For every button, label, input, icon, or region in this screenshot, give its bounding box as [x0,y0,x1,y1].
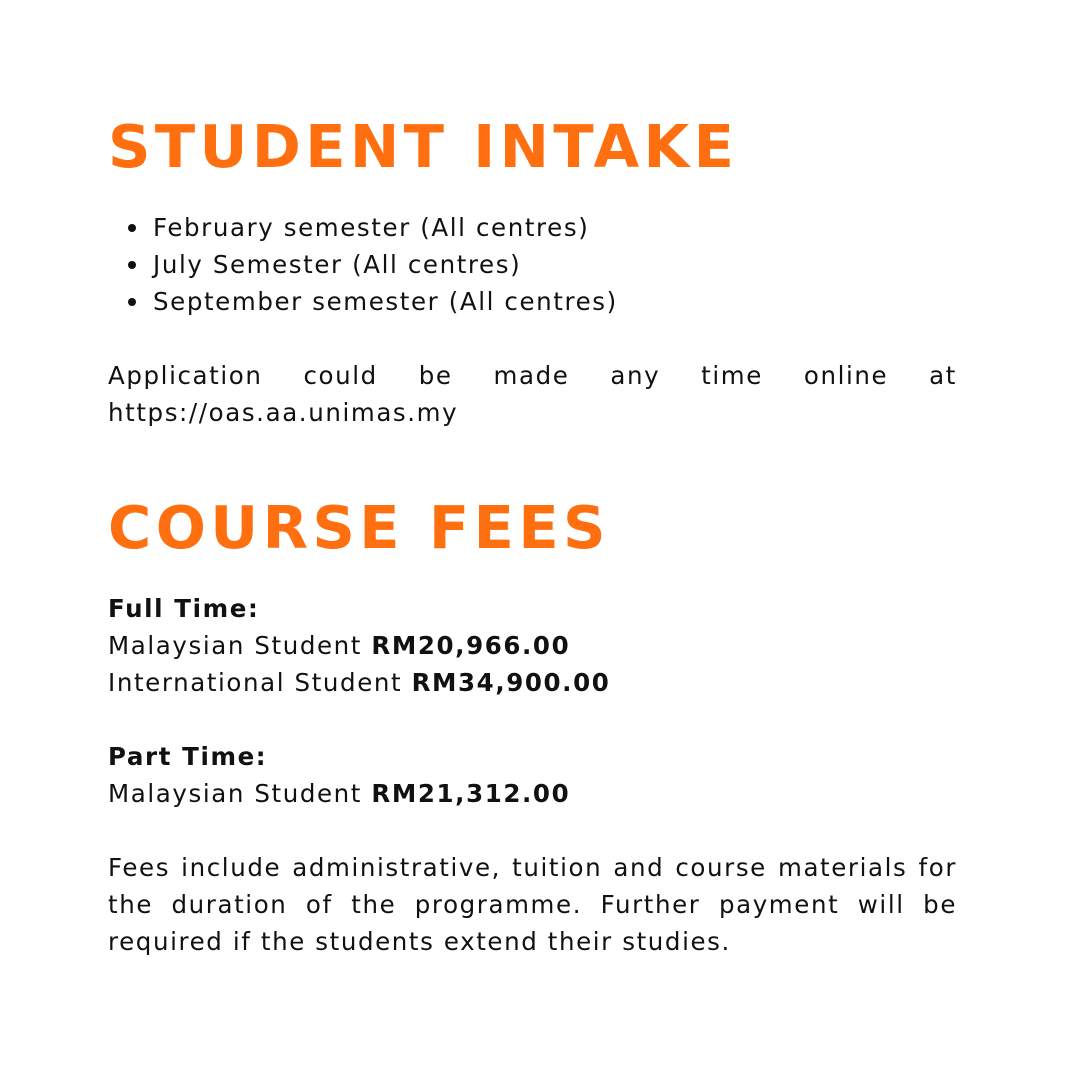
bullet-icon [128,261,136,269]
student-intake-heading: STUDENT INTAKE [108,112,739,181]
list-item [153,283,618,320]
fee-amount: RM21,312.00 [371,779,571,808]
intake-item-label: July Semester (All centres) [153,250,522,279]
bullet-icon [128,298,136,306]
intake-item-label: September semester (All centres) [153,287,618,316]
course-fees-heading: COURSE FEES [108,493,610,562]
full-time-label: Full Time: [108,594,260,623]
fee-row [108,664,957,701]
fee-row [108,775,957,812]
list-item [153,246,618,283]
fee-category: Malaysian Student [108,779,363,808]
fees-note: Fees include administrative, tuition and course materials for the duration of the programme. Further payment will be required if the students extend their studies. [108,853,957,956]
fee-row [108,627,957,664]
intake-item-label: February semester (All centres) [153,213,590,242]
intake-list [108,209,618,320]
fee-amount: RM20,966.00 [371,631,571,660]
list-item [153,209,618,246]
fees-block [108,590,957,812]
bullet-icon [128,224,136,232]
spacer [108,701,957,738]
fee-category: Malaysian Student [108,631,363,660]
fee-category: International Student [108,668,403,697]
fee-amount: RM34,900.00 [411,668,611,697]
application-info: Application could be made any time online at https://oas.aa.unimas.my [108,361,957,427]
part-time-label: Part Time: [108,742,268,771]
